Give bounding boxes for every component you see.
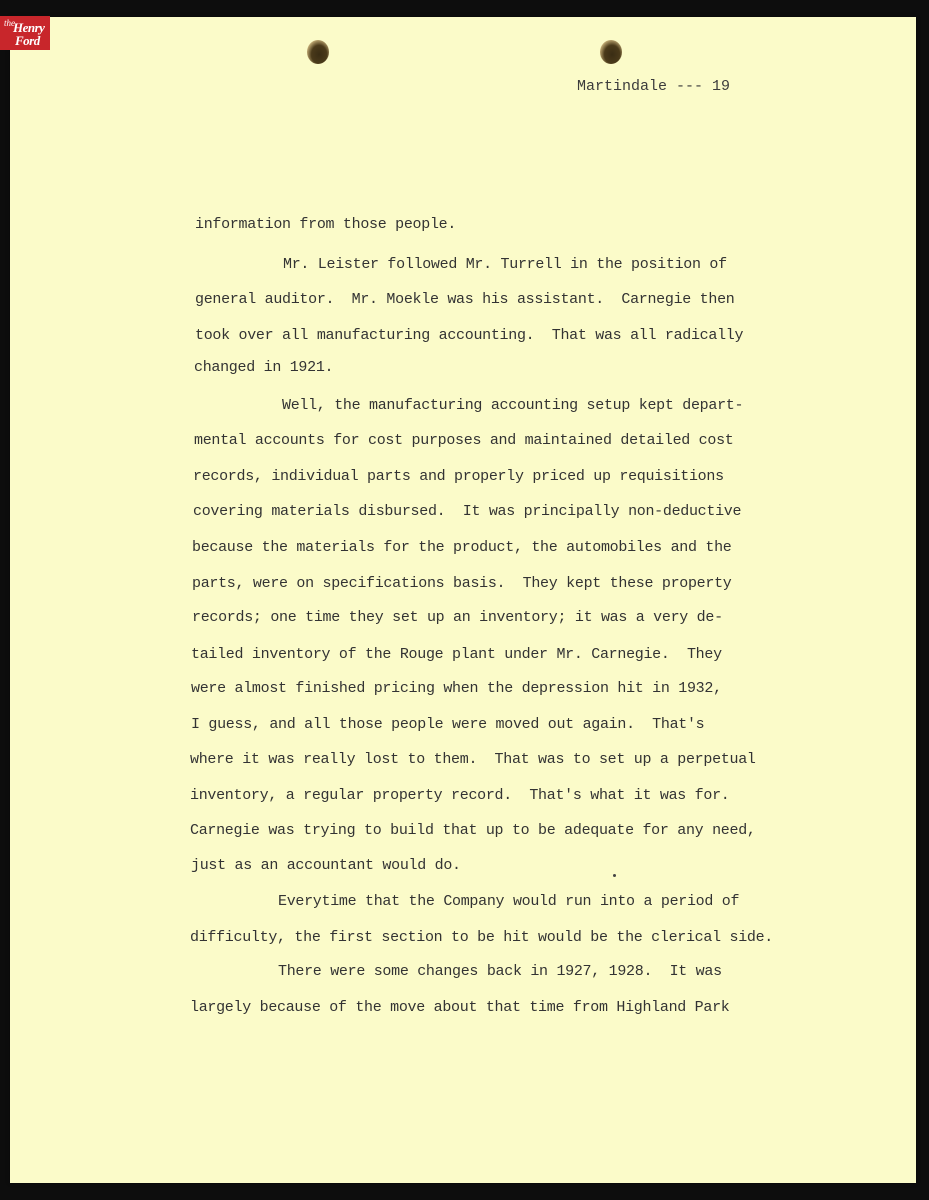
- text-line: covering materials disbursed. It was principally non-deductive: [193, 503, 742, 520]
- text-line: Mr. Leister followed Mr. Turrell in the position of: [283, 256, 727, 273]
- text-line: information from those people.: [195, 216, 457, 233]
- text-line: changed in 1921.: [194, 359, 334, 376]
- text-line: where it was really lost to them. That was to set up a perpetual: [190, 751, 756, 768]
- logo-henry: Henry: [13, 20, 45, 35]
- text-line: Carnegie was trying to build that up to be adequate for any need,: [190, 822, 756, 839]
- text-line: Well, the manufacturing accounting setup kept depart-: [282, 397, 744, 414]
- text-line: Everytime that the Company would run into a period of: [278, 893, 740, 910]
- text-line: There were some changes back in 1927, 1928. It was: [278, 963, 722, 980]
- page-header: Martindale --- 19: [577, 78, 731, 95]
- text-line: because the materials for the product, the automobiles and the: [192, 539, 732, 556]
- text-line: records, individual parts and properly priced up requisitions: [193, 468, 724, 485]
- logo-the: the: [4, 18, 15, 28]
- text-line: records; one time they set up an inventory; it was a very de-: [192, 609, 723, 626]
- text-line: parts, were on specifications basis. They kept these property: [192, 575, 732, 592]
- text-line: I guess, and all those people were moved out again. That's: [191, 716, 705, 733]
- text-line: difficulty, the first section to be hit would be the clerical side.: [190, 929, 773, 946]
- text-line: tailed inventory of the Rouge plant under Mr. Carnegie. They: [191, 646, 722, 663]
- ink-speck: [613, 874, 616, 877]
- text-line: general auditor. Mr. Moekle was his assistant. Carnegie then: [195, 291, 735, 308]
- text-line: mental accounts for cost purposes and maintained detailed cost: [194, 432, 734, 449]
- henry-ford-logo: [0, 16, 50, 50]
- text-line: inventory, a regular property record. That's what it was for.: [190, 787, 730, 804]
- logo-ford: Ford: [15, 33, 40, 48]
- text-line: largely because of the move about that time from Highland Park: [190, 999, 730, 1016]
- text-line: were almost finished pricing when the depression hit in 1932,: [191, 680, 722, 697]
- text-line: just as an accountant would do.: [191, 857, 461, 874]
- punch-hole-left: [307, 40, 329, 64]
- punch-hole-right: [600, 40, 622, 64]
- text-line: took over all manufacturing accounting. That was all radically: [195, 327, 744, 344]
